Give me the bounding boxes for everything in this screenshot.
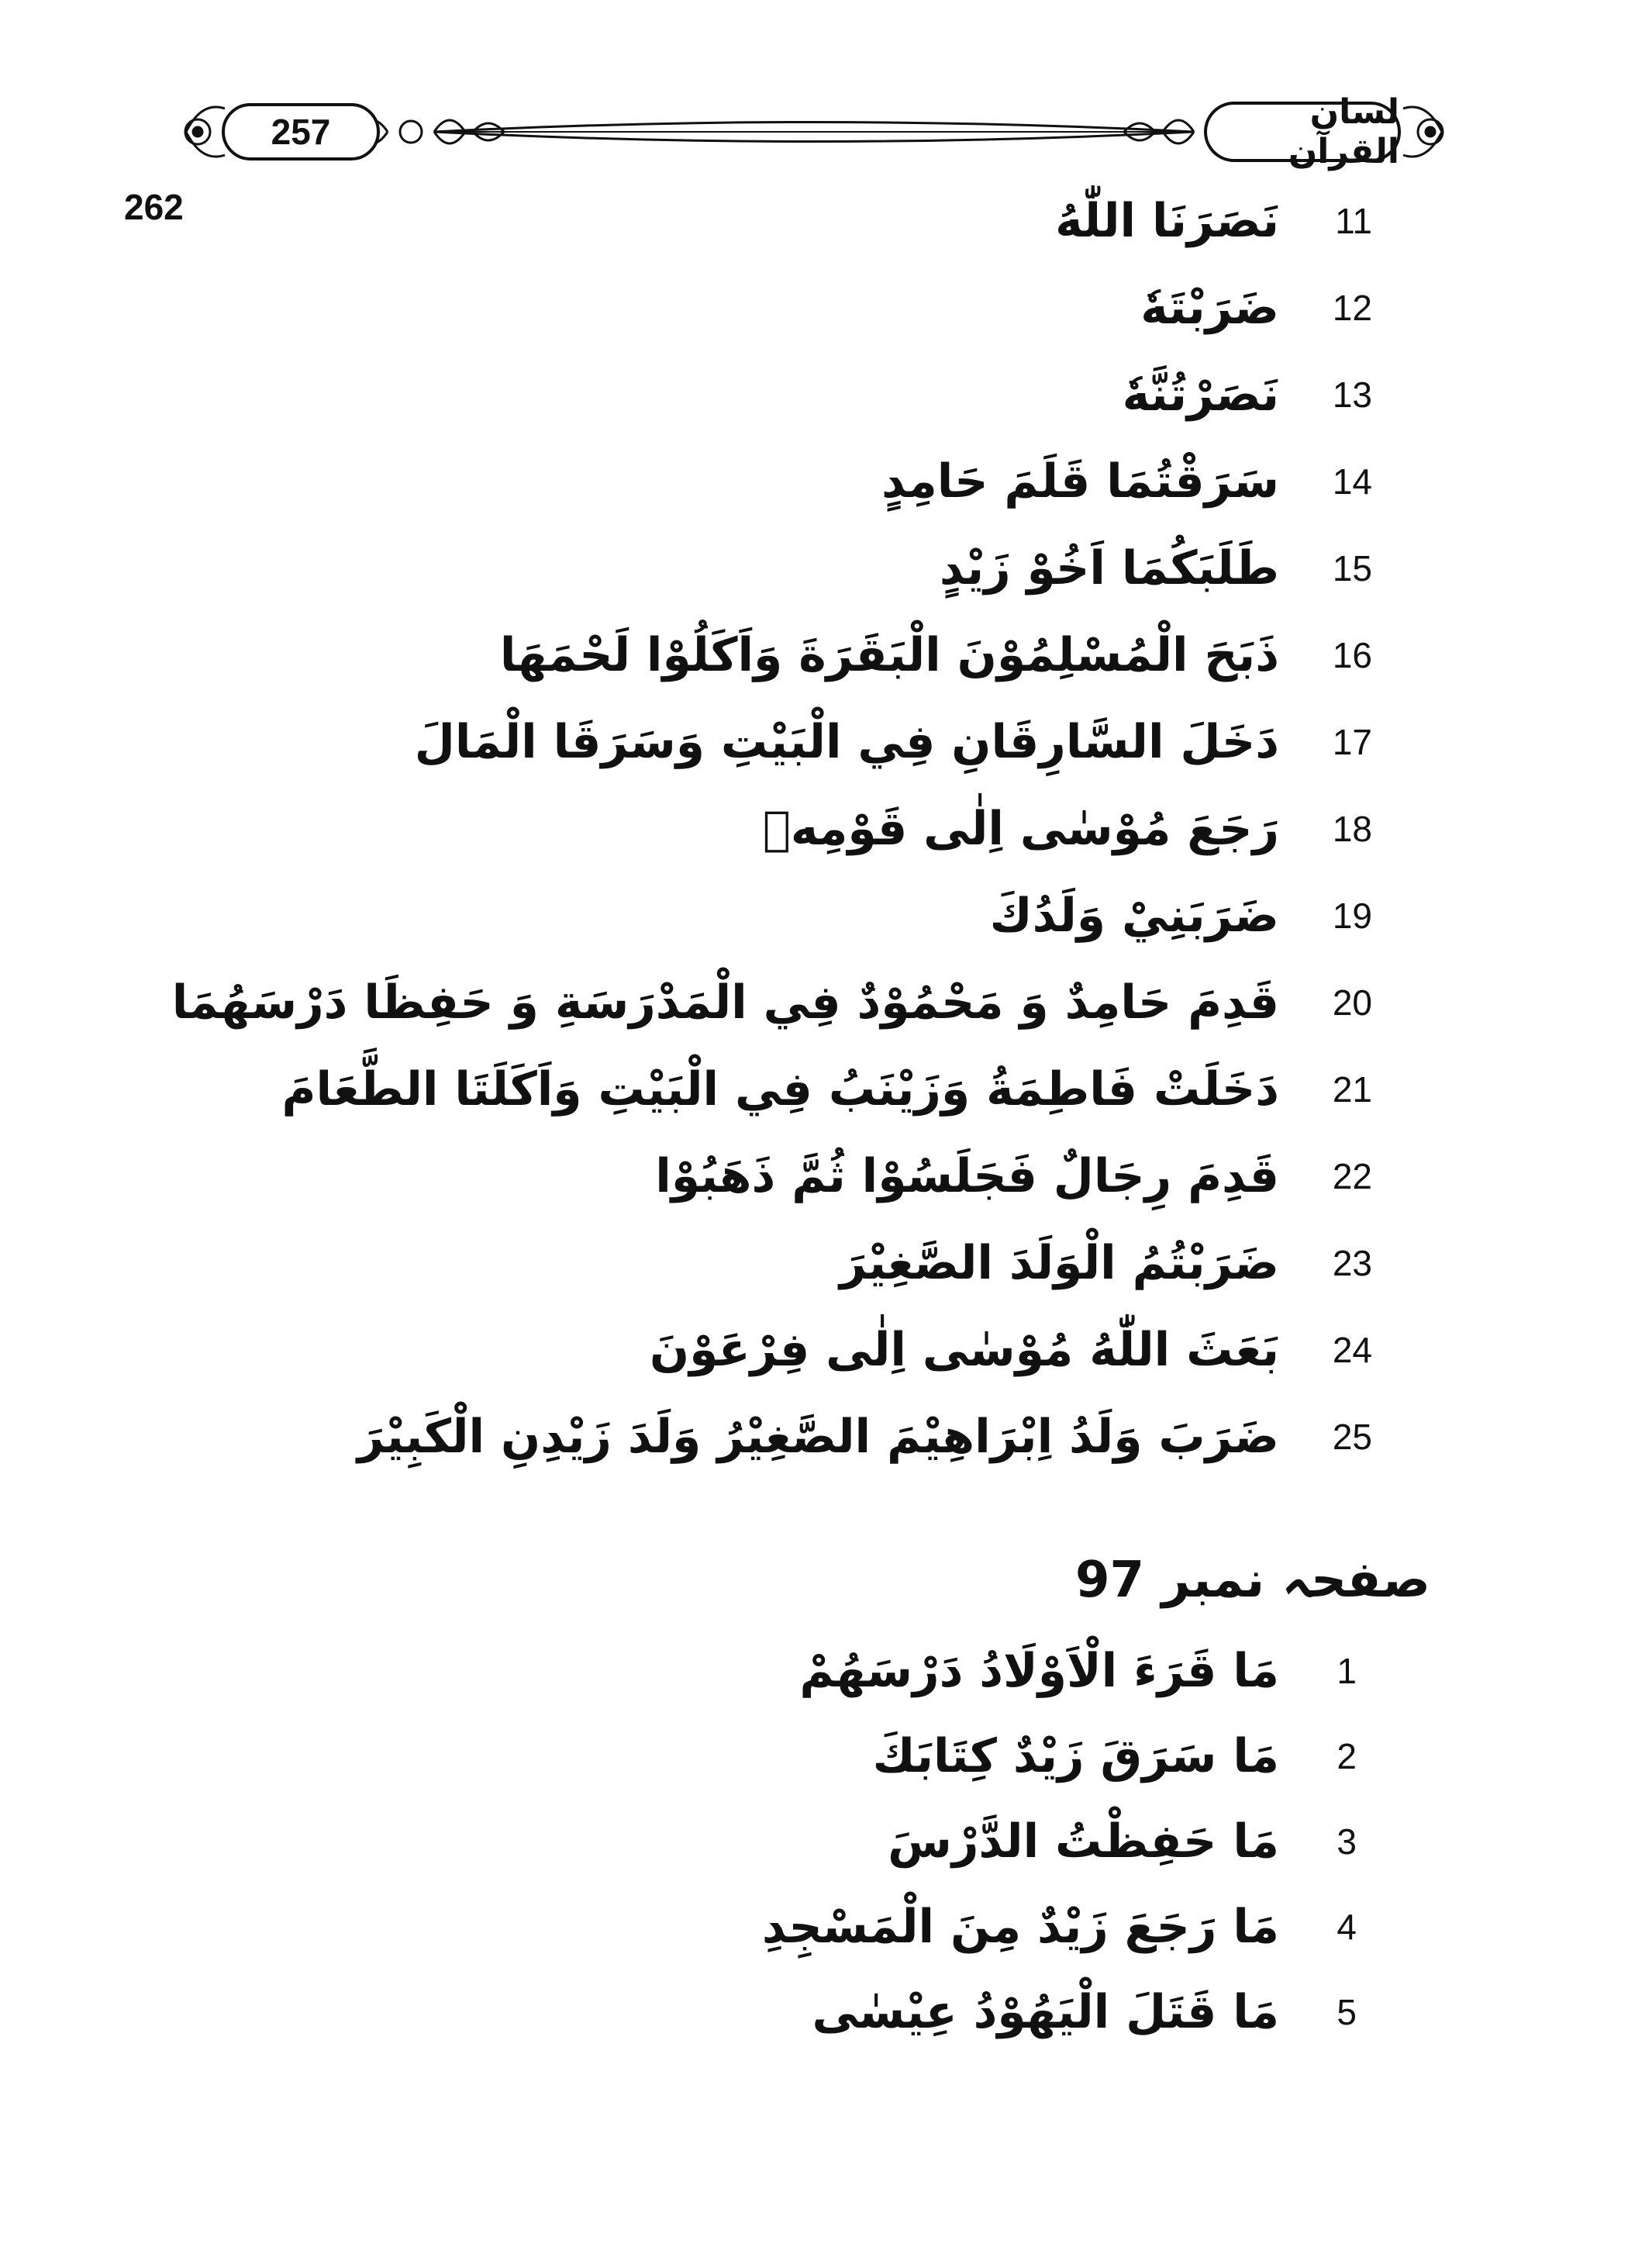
list-item <box>0 1055 1628 1124</box>
item-text: دَخَلَتْ فَاطِمَةُ وَزَيْنَبُ فِي الْبَيْتِ وَاَكَلَتَا الطَّعَامَ <box>281 1062 1279 1117</box>
item-text: سَرَقْتُمَا قَلَمَ حَامِدٍ <box>881 454 1279 509</box>
list-item <box>0 1721 1628 1791</box>
item-text: دَخَلَ السَّارِقَانِ فِي الْبَيْتِ وَسَرَقَا الْمَالَ <box>414 715 1279 769</box>
list-item <box>0 707 1628 777</box>
list-item <box>0 881 1628 951</box>
item-number: 13 <box>1332 375 1372 415</box>
list-item <box>0 273 1628 343</box>
list-item <box>0 1807 1628 1876</box>
item-text: ضَرَبَ وَلَدُ اِبْرَاهِيْمَ الصَّغِيْرُ وَلَدَ زَيْدِنِ الْكَبِيْرَ <box>357 1410 1279 1464</box>
list-item <box>0 620 1628 690</box>
item-text: مَا سَرَقَ زَيْدٌ كِتَابَكَ <box>872 1729 1279 1783</box>
list-item <box>0 1977 1628 2047</box>
item-text: مَا قَتَلَ الْيَهُوْدُ عِيْسٰى <box>812 1985 1279 2039</box>
item-number: 14 <box>1332 461 1372 502</box>
item-number: 22 <box>1332 1156 1372 1196</box>
list-item <box>0 968 1628 1037</box>
book-title: لسان القرآن <box>1288 92 1399 171</box>
item-number: 23 <box>1332 1243 1372 1283</box>
item-number: 18 <box>1332 809 1372 849</box>
item-text: مَا قَرَءَ الْاَوْلَادُ دَرْسَهُمْ <box>799 1644 1279 1698</box>
item-text: مَا حَفِظْتُ الدَّرْسَ <box>888 1814 1279 1869</box>
item-number: 2 <box>1337 1736 1357 1776</box>
item-number: 15 <box>1332 548 1372 589</box>
item-number: 1 <box>1337 1651 1357 1691</box>
item-number: 11 <box>1335 201 1372 241</box>
list-item <box>0 1402 1628 1472</box>
item-number: 20 <box>1332 982 1372 1023</box>
item-text: رَجَعَ مُوْسٰى اِلٰى قَوْمِهٖ <box>762 802 1279 856</box>
item-text: ضَرَبْتَهٗ <box>1140 281 1279 335</box>
list-item <box>0 1315 1628 1385</box>
item-text: نَصَرْتُنَّهٗ <box>1122 368 1279 422</box>
page-number: 257 <box>271 112 331 152</box>
item-number: 5 <box>1337 1992 1357 2032</box>
item-number: 12 <box>1332 288 1372 328</box>
stamp-number: 262 <box>124 187 184 227</box>
list-item <box>0 447 1628 516</box>
item-text: ضَرَبْتُمُ الْوَلَدَ الصَّغِيْرَ <box>840 1236 1279 1290</box>
item-number: 4 <box>1337 1907 1357 1947</box>
item-text: ضَرَبَنِيْ وَلَدُكَ <box>989 889 1279 943</box>
item-text: قَدِمَ حَامِدٌ وَ مَحْمُوْدٌ فِي الْمَدْرَسَةِ وَ حَفِظَا دَرْسَهُمَا <box>171 975 1279 1030</box>
item-number: 19 <box>1332 896 1372 936</box>
list-item <box>0 533 1628 603</box>
item-number: 16 <box>1332 635 1372 675</box>
list-item <box>0 1228 1628 1298</box>
item-number: 24 <box>1332 1330 1372 1370</box>
list-item <box>0 360 1628 430</box>
list-item <box>0 1141 1628 1211</box>
item-text: مَا رَجَعَ زَيْدٌ مِنَ الْمَسْجِدِ <box>761 1900 1279 1954</box>
item-number: 25 <box>1332 1417 1372 1457</box>
item-text: طَلَبَكُمَا اَخُوْ زَيْدٍ <box>939 541 1279 595</box>
list-item <box>0 186 1628 256</box>
item-number: 3 <box>1337 1821 1357 1862</box>
item-text: بَعَثَ اللّٰهُ مُوْسٰى اِلٰى فِرْعَوْنَ <box>649 1323 1279 1377</box>
item-number: 21 <box>1332 1069 1372 1110</box>
item-text: قَدِمَ رِجَالٌ فَجَلَسُوْا ثُمَّ ذَهَبُوْا <box>655 1149 1279 1203</box>
list-item <box>0 794 1628 864</box>
list-item <box>0 1892 1628 1962</box>
item-number: 17 <box>1332 722 1372 762</box>
list-item <box>0 1636 1628 1706</box>
item-text: ذَبَحَ الْمُسْلِمُوْنَ الْبَقَرَةَ وَاَكَلُوْا لَحْمَهَا <box>499 628 1279 682</box>
item-text: نَصَرَنَا اللّٰهُ <box>1055 194 1279 248</box>
section-heading: صفحہ نمبر 97 <box>1074 1552 1430 1609</box>
